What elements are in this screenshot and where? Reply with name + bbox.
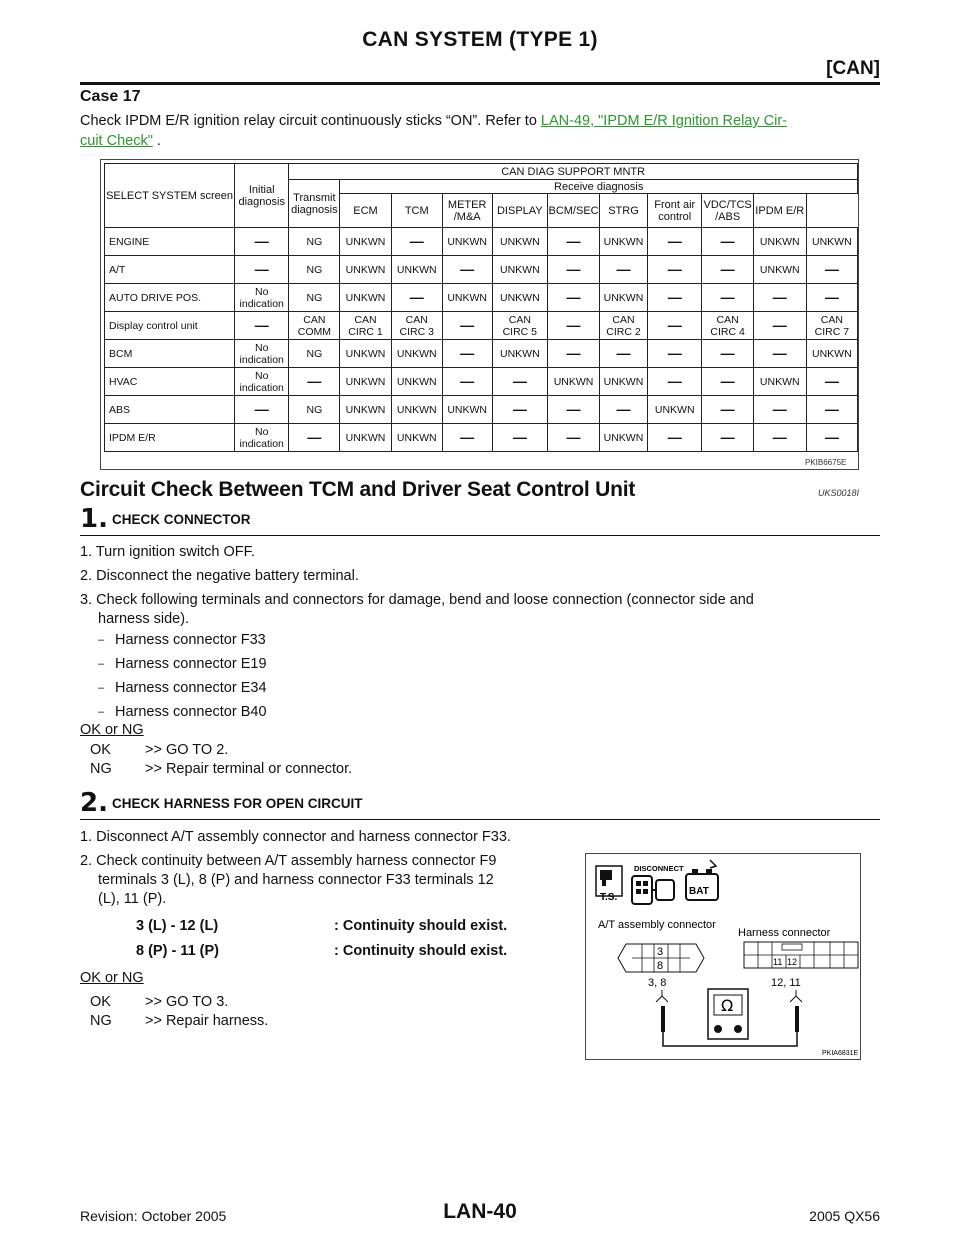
receive-diagnosis-header: Receive diagnosis <box>340 180 858 194</box>
table-cell: UNKWN <box>391 368 442 396</box>
ignition-relay-link[interactable]: LAN-49, "IPDM E/R Ignition Relay Cir- <box>540 113 788 129</box>
column-header: IPDM E/R <box>753 194 806 228</box>
step2-item2-line2: terminals 3 (L), 8 (P) and harness connector F33 terminals 12 <box>98 872 494 888</box>
table-cell: UNKWN <box>753 228 806 256</box>
row-label: BCM <box>105 340 235 368</box>
bat-label: BAT <box>689 886 709 897</box>
transmit-diagnosis-header: Transmit diagnosis <box>289 180 340 228</box>
figure-code: PKIB6675E <box>805 458 847 467</box>
step1-header <box>80 504 880 536</box>
step2-ok-label: OK <box>90 994 111 1010</box>
table-cell: — <box>806 256 857 284</box>
table-cell: UNKWN <box>340 228 391 256</box>
table-cell: UNKWN <box>599 424 647 452</box>
table-cell: UNKWN <box>391 424 442 452</box>
table-cell: — <box>753 424 806 452</box>
step1-okng: OK or NG <box>80 722 144 738</box>
can-table-body <box>105 228 858 452</box>
table-cell: — <box>806 284 857 312</box>
table-cell: CAN COMM <box>289 312 340 340</box>
table-cell: NG <box>289 340 340 368</box>
table-cell: CAN CIRC 7 <box>806 312 857 340</box>
pin-11-label: 11 <box>773 957 783 967</box>
table-cell: — <box>648 368 702 396</box>
table-cell: — <box>753 340 806 368</box>
row-label: HVAC <box>105 368 235 396</box>
table-cell: UNKWN <box>340 256 391 284</box>
step2-number: 2. <box>80 788 108 818</box>
table-cell: UNKWN <box>492 340 548 368</box>
table-cell: — <box>702 340 753 368</box>
table-cell: — <box>289 368 340 396</box>
step2-header <box>80 788 880 820</box>
table-cell: No indication <box>235 284 289 312</box>
table-cell: NG <box>289 284 340 312</box>
table-cell: — <box>599 256 647 284</box>
row-label: IPDM E/R <box>105 424 235 452</box>
table-cell: — <box>702 424 753 452</box>
footer-model: 2005 QX56 <box>809 1208 880 1224</box>
step1-item1: 1. Turn ignition switch OFF. <box>80 544 255 560</box>
table-cell: CAN CIRC 3 <box>391 312 442 340</box>
footer-page-number: LAN-40 <box>443 1200 517 1223</box>
harness-item-e19: Harness connector E19 <box>115 656 267 672</box>
table-cell: — <box>289 424 340 452</box>
table-cell: UNKWN <box>599 284 647 312</box>
table-cell: — <box>492 396 548 424</box>
table-cell: — <box>702 368 753 396</box>
table-cell: NG <box>289 396 340 424</box>
row-label: ENGINE <box>105 228 235 256</box>
table-cell: UNKWN <box>340 340 391 368</box>
table-cell: — <box>391 228 442 256</box>
table-cell: UNKWN <box>548 368 600 396</box>
continuity-pair-1: 3 (L) - 12 (L) <box>136 918 219 934</box>
table-cell: — <box>492 368 548 396</box>
pin-12-label: 12 <box>787 957 798 967</box>
table-cell: — <box>702 284 753 312</box>
table-cell: UNKWN <box>599 368 647 396</box>
footer-revision: Revision: October 2005 <box>80 1208 227 1224</box>
step2-item2-line3: (L), 11 (P). <box>98 891 167 907</box>
initial-diagnosis-header: Initial diagnosis <box>235 164 289 228</box>
table-cell: — <box>648 228 702 256</box>
pin-3-label: 3 <box>657 946 664 958</box>
table-cell: — <box>492 424 548 452</box>
table-cell: — <box>806 368 857 396</box>
table-row <box>105 228 858 256</box>
table-cell: UNKWN <box>492 228 548 256</box>
table-cell: UNKWN <box>391 256 442 284</box>
harness-item-b40: Harness connector B40 <box>115 704 267 720</box>
table-cell: — <box>548 312 600 340</box>
table-cell: — <box>442 424 492 452</box>
table-cell: UNKWN <box>442 228 492 256</box>
row-label: A/T <box>105 256 235 284</box>
case-text <box>80 111 880 151</box>
column-header: ECM <box>340 194 391 228</box>
table-cell: No indication <box>235 424 289 452</box>
table-cell: — <box>648 256 702 284</box>
table-cell: NG <box>289 256 340 284</box>
step1-ng-action: >> Repair terminal or connector. <box>145 761 353 777</box>
table-cell: UNKWN <box>753 256 806 284</box>
bullet-dash: – <box>98 658 105 670</box>
ignition-relay-link-cont[interactable]: cuit Check" <box>80 133 153 149</box>
harness-item-f33: Harness connector F33 <box>115 632 266 648</box>
table-cell: UNKWN <box>391 340 442 368</box>
table-cell: NG <box>289 228 340 256</box>
table-row <box>105 424 858 452</box>
header-rule <box>80 82 880 85</box>
row-label: ABS <box>105 396 235 424</box>
table-cell: UNKWN <box>340 284 391 312</box>
step1-item3-line2: harness side). <box>98 611 190 627</box>
table-row <box>105 396 858 424</box>
table-cell: UNKWN <box>442 396 492 424</box>
step1-title: CHECK CONNECTOR <box>112 512 251 527</box>
row-label: Display control unit <box>105 312 235 340</box>
table-cell: — <box>648 424 702 452</box>
harness-connector-shape <box>744 942 858 968</box>
table-cell: — <box>702 228 753 256</box>
table-cell: UNKWN <box>340 424 391 452</box>
table-cell: CAN CIRC 2 <box>599 312 647 340</box>
case-heading: Case 17 <box>80 88 141 105</box>
pins-left-label: 3, 8 <box>648 977 667 989</box>
table-cell: — <box>648 284 702 312</box>
page-title: CAN SYSTEM (TYPE 1) <box>362 28 598 51</box>
pins-right-label: 12, 11 <box>771 977 801 989</box>
step2-title: CHECK HARNESS FOR OPEN CIRCUIT <box>112 796 363 811</box>
table-cell: — <box>235 228 289 256</box>
table-row <box>105 368 858 396</box>
column-header: VDC/TCS /ABS <box>702 194 753 228</box>
table-cell: — <box>806 396 857 424</box>
table-cell: — <box>235 312 289 340</box>
table-cell: — <box>235 396 289 424</box>
table-row <box>105 340 858 368</box>
table-cell: CAN CIRC 1 <box>340 312 391 340</box>
table-cell: UNKWN <box>492 284 548 312</box>
step1-item2: 2. Disconnect the negative battery terminal. <box>80 568 359 584</box>
continuity-result-2: : Continuity should exist. <box>334 943 508 959</box>
column-header: METER /M&A <box>442 194 492 228</box>
harness-item-e34: Harness connector E34 <box>115 680 267 696</box>
table-cell: — <box>442 340 492 368</box>
table-cell: UNKWN <box>340 396 391 424</box>
step2-ng-label: NG <box>90 1013 112 1029</box>
table-cell: UNKWN <box>340 368 391 396</box>
table-cell: UNKWN <box>806 340 857 368</box>
column-header: BCM/SEC <box>548 194 600 228</box>
table-cell: — <box>548 340 600 368</box>
table-cell: — <box>548 284 600 312</box>
table-cell: UNKWN <box>391 396 442 424</box>
table-cell: — <box>442 256 492 284</box>
table-cell: — <box>442 312 492 340</box>
table-cell: — <box>391 284 442 312</box>
table-cell: — <box>648 340 702 368</box>
disconnect-icon <box>632 876 674 904</box>
table-cell: CAN CIRC 4 <box>702 312 753 340</box>
can-diag-table <box>104 163 858 452</box>
table-cell: UNKWN <box>599 228 647 256</box>
table-cell: — <box>753 312 806 340</box>
step1-ng-label: NG <box>90 761 112 777</box>
table-row <box>105 312 858 340</box>
step2-item2-line1: 2. Check continuity between A/T assembly harness connector F9 <box>80 853 497 869</box>
table-cell: — <box>648 312 702 340</box>
table-cell: — <box>599 340 647 368</box>
table-cell: UNKWN <box>806 228 857 256</box>
table-cell: — <box>806 424 857 452</box>
table-cell: UNKWN <box>442 284 492 312</box>
table-cell: CAN CIRC 5 <box>492 312 548 340</box>
table-cell: — <box>548 396 600 424</box>
section-code: UKS0018I <box>818 488 860 498</box>
harness-connector-label: Harness connector <box>738 927 831 939</box>
can-diag-figure <box>100 159 859 470</box>
table-cell: No indication <box>235 368 289 396</box>
table-cell: — <box>753 284 806 312</box>
continuity-result-1: : Continuity should exist. <box>334 918 508 934</box>
table-cell: — <box>235 256 289 284</box>
step1-item3-line1: 3. Check following terminals and connectors for damage, bend and loose connection (connector side and <box>80 592 754 608</box>
table-cell: — <box>442 368 492 396</box>
table-cell: UNKWN <box>492 256 548 284</box>
continuity-figure <box>585 853 861 1060</box>
table-cell: — <box>548 256 600 284</box>
row-label: AUTO DRIVE POS. <box>105 284 235 312</box>
step1-ok-label: OK <box>90 742 111 758</box>
continuity-diagram <box>586 854 860 1059</box>
table-cell: No indication <box>235 340 289 368</box>
table-cell: UNKWN <box>753 368 806 396</box>
bullet-dash: – <box>98 634 105 646</box>
continuity-pair-2: 8 (P) - 11 (P) <box>136 943 219 959</box>
case-text-after: . <box>152 133 161 149</box>
table-cell: — <box>702 256 753 284</box>
table-row <box>105 256 858 284</box>
ohm-symbol: Ω <box>721 996 734 1015</box>
column-header: TCM <box>391 194 442 228</box>
table-cell: — <box>548 424 600 452</box>
section-title: Circuit Check Between TCM and Driver Seat Control Unit <box>80 478 636 501</box>
column-header: Front air control <box>648 194 702 228</box>
step2-ok-action: >> GO TO 3. <box>145 994 229 1010</box>
select-system-header: SELECT SYSTEM screen <box>105 164 235 228</box>
bullet-dash: – <box>98 682 105 694</box>
table-cell: — <box>702 396 753 424</box>
at-connector-label: A/T assembly connector <box>598 919 716 931</box>
section-tag: [CAN] <box>826 58 880 79</box>
column-header: DISPLAY <box>492 194 548 228</box>
table-cell: UNKWN <box>648 396 702 424</box>
ts-label: T.S. <box>600 892 618 903</box>
bullet-dash: – <box>98 706 105 718</box>
step1-ok-action: >> GO TO 2. <box>145 742 229 758</box>
step2-okng: OK or NG <box>80 970 144 986</box>
figure2-code: PKIA6831E <box>822 1050 859 1057</box>
case-text-before: Check IPDM E/R ignition relay circuit continuously sticks “ON”. Refer to <box>80 113 541 129</box>
step1-number: 1. <box>80 504 108 534</box>
step2-item1: 1. Disconnect A/T assembly connector and harness connector F33. <box>80 829 511 845</box>
table-cell: — <box>548 228 600 256</box>
table-row <box>105 284 858 312</box>
disconnect-label: DISCONNECT <box>634 864 684 873</box>
support-monitor-header: CAN DIAG SUPPORT MNTR <box>289 164 858 180</box>
table-cell: — <box>753 396 806 424</box>
column-header: STRG <box>599 194 647 228</box>
pin-8-label: 8 <box>657 960 664 972</box>
table-cell: — <box>599 396 647 424</box>
step2-ng-action: >> Repair harness. <box>145 1013 269 1029</box>
